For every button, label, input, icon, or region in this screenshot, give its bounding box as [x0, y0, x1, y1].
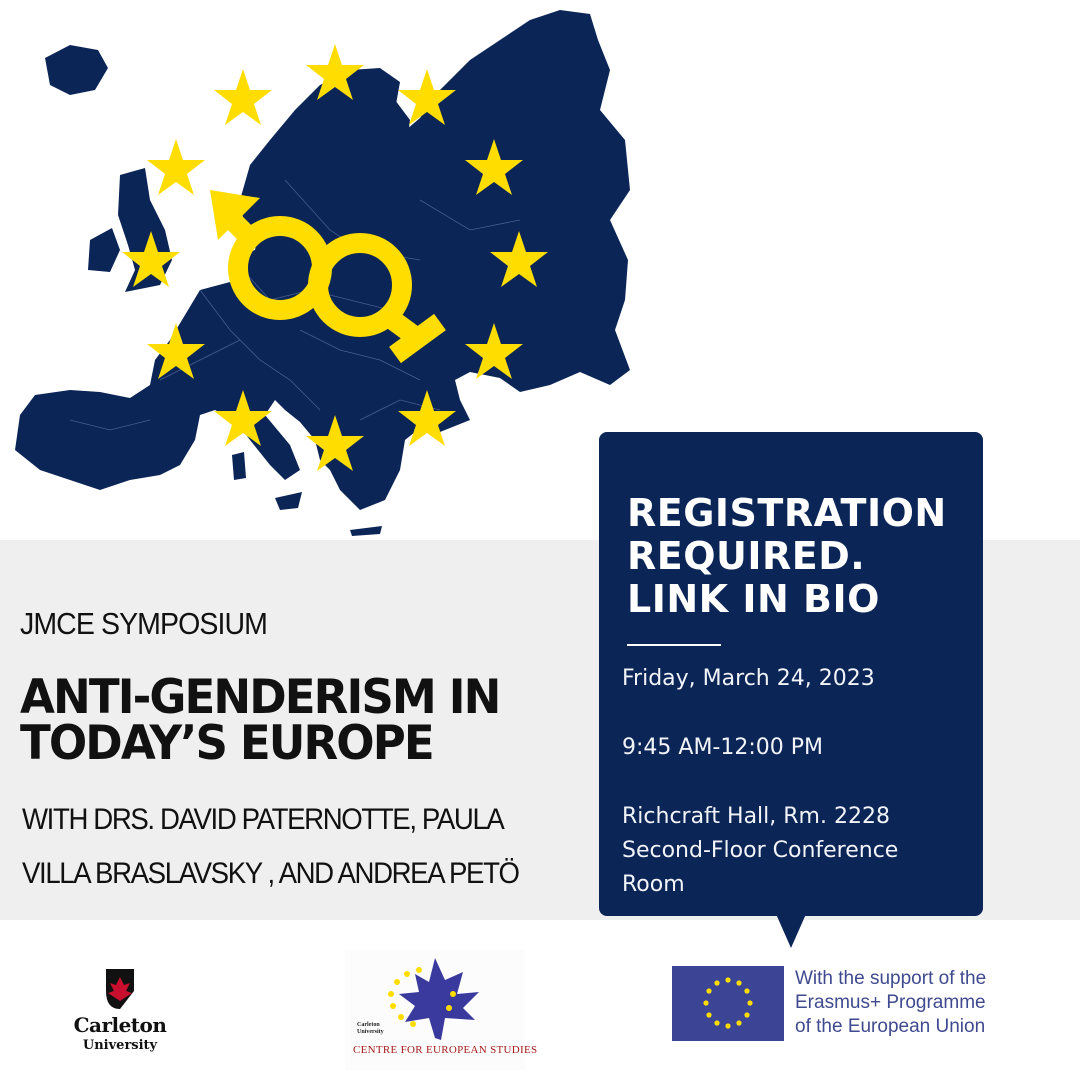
registration-heading	[627, 492, 977, 621]
ces-carleton-mark: Carleton University	[357, 1022, 384, 1035]
carleton-wordmark: Carleton	[73, 1013, 167, 1037]
registration-heading-line-3: LINK IN BIO	[627, 577, 880, 621]
registration-card	[599, 432, 983, 916]
ces-wordmark: CENTRE FOR EUROPEAN STUDIES	[353, 1044, 538, 1056]
intertwined-gender-symbols-icon	[0, 0, 660, 545]
erasmus-support-text	[795, 967, 986, 1039]
carleton-university-logo	[60, 965, 180, 1060]
registration-heading-line-2: REQUIRED.	[627, 534, 866, 578]
event-type-label: JMCE SYMPOSIUM	[20, 606, 267, 641]
erasmus-line-3: of the European Union	[795, 1016, 986, 1037]
erasmus-line-2: Erasmus+ Programme	[795, 992, 986, 1013]
speech-bubble-tail	[776, 914, 806, 948]
event-venue	[622, 800, 898, 902]
event-title-line-2: TODAY’S EUROPE	[20, 716, 433, 771]
speakers-line-1: WITH DRS. DAVID PATERNOTTE, PAULA	[22, 803, 504, 836]
event-title	[20, 670, 596, 771]
erasmus-line-1: With the support of the	[795, 968, 987, 989]
centre-for-european-studies-logo	[345, 950, 538, 1070]
carleton-shield-icon	[60, 965, 180, 1011]
venue-line-3: Room	[622, 872, 685, 897]
divider	[627, 644, 721, 646]
eu-flag-icon	[672, 966, 784, 1041]
carleton-subtitle: University	[82, 1038, 158, 1053]
venue-line-1: Richcraft Hall, Rm. 2228	[622, 804, 890, 829]
venue-line-2: Second-Floor Conference	[622, 838, 899, 863]
event-time: 9:45 AM-12:00 PM	[622, 735, 824, 760]
speakers-line-2: VILLA BRASLAVSKY , AND ANDREA PETÖ	[22, 857, 519, 890]
registration-heading-line-1: REGISTRATION	[627, 491, 947, 535]
event-date: Friday, March 24, 2023	[622, 666, 875, 691]
event-title-line-1: ANTI-GENDERISM IN	[20, 670, 500, 725]
speakers-list	[22, 793, 519, 901]
